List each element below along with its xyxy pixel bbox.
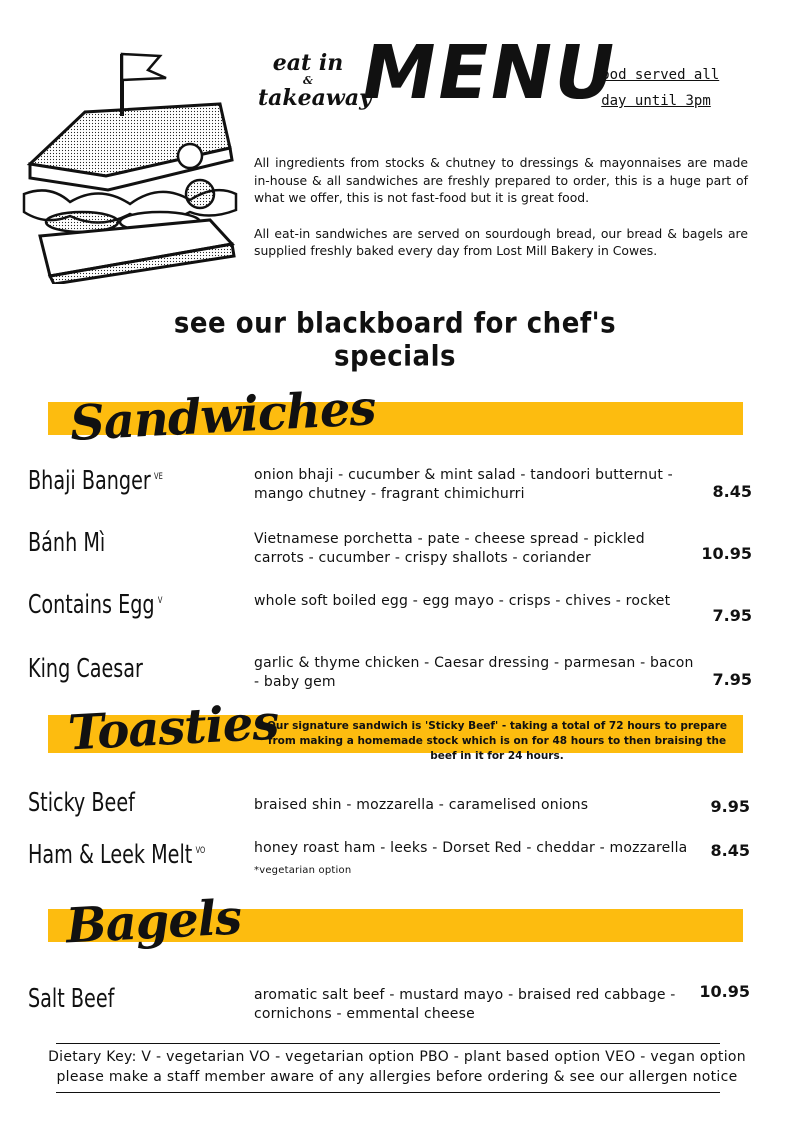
menu-item-description: Vietnamese porchetta - pate - cheese spread - pickled carrots - cucumber - crispy shallots - coriander	[254, 531, 645, 566]
signature-note: Our signature sandwich is 'Sticky Beef' - taking a total of 72 hours to prepare from making a homemade stock which is on for 48 hours to then braising the beef in it for 24 hours.	[266, 720, 728, 762]
menu-item-description: onion bhaji - cucumber & mint salad - tandoori butternut - mango chutney - fragrant chimichurri	[254, 467, 673, 502]
toasties-title: Toasties	[66, 694, 280, 762]
dietary-tag: VO	[195, 846, 206, 857]
bagels-title: Bagels	[64, 889, 243, 955]
intro-text	[254, 154, 748, 278]
takeaway-text: takeaway	[258, 85, 372, 111]
allergy-notice: please make a staff member aware of any allergies before ordering & see our allergen notice	[56, 1069, 738, 1085]
menu-item-price: 10.95	[699, 982, 750, 1001]
menu-item-description: whole soft boiled egg - egg mayo - crisps - chives - rocket	[254, 593, 671, 609]
dietary-key: Dietary Key: V - vegetarian VO - vegetarian option PBO - plant based option VEO - vegan option	[48, 1049, 746, 1065]
menu-item-name	[28, 528, 105, 558]
menu-item-name	[28, 654, 143, 684]
menu-item-description: aromatic salt beef - mustard mayo - braised red cabbage - cornichons - emmental cheese	[254, 987, 676, 1022]
menu-item-name	[28, 466, 163, 496]
item-name-text: Bhaji Banger	[28, 466, 151, 496]
intro-paragraph-2: All eat-in sandwiches are served on sourdough bread, our bread & bagels are supplied freshly baked every day from Lost Mill Bakery in Cowes.	[254, 225, 748, 258]
menu-item-price: 7.95	[712, 606, 752, 625]
footer-divider-bottom	[56, 1092, 720, 1093]
menu-item-price: 8.45	[710, 841, 750, 860]
sandwiches-title: Sandwiches	[68, 380, 377, 452]
page-title: MENU	[354, 30, 624, 116]
menu-item-name	[28, 590, 162, 620]
menu-item-price: 7.95	[712, 670, 752, 689]
vegetarian-option-note: *vegetarian option	[254, 865, 352, 876]
specials-note: see our blackboard for chef's specials	[173, 307, 617, 373]
eat-in-text: eat in	[272, 50, 344, 76]
menu-item-price: 8.45	[712, 482, 752, 501]
footer-divider-top	[56, 1043, 720, 1044]
menu-item-price: 10.95	[701, 544, 752, 563]
menu-item-name	[28, 840, 205, 870]
menu-item-name	[28, 984, 114, 1014]
item-name-text: Salt Beef	[28, 984, 115, 1014]
item-name-text: Bánh Mì	[28, 528, 106, 558]
item-name-text: Contains Egg	[28, 590, 155, 620]
menu-item-name	[28, 788, 135, 818]
eat-in-takeaway-label	[258, 50, 372, 111]
dietary-tag: V	[157, 596, 163, 607]
intro-paragraph-1: All ingredients from stocks & chutney to dressings & mayonnaises are made in-house & all sandwiches are freshly prepared to order, this is a huge part of what we offer, this is not fast-food but it is great food.	[254, 155, 748, 205]
service-hours	[588, 62, 724, 114]
dietary-tag: VE	[154, 472, 163, 483]
item-description-text: honey roast ham - leeks - Dorset Red - cheddar - mozzarella	[254, 840, 688, 856]
menu-item-description	[254, 839, 694, 880]
menu-item-price: 9.95	[710, 797, 750, 816]
service-hours-line2: day until 3pm	[601, 93, 711, 109]
item-name-text: Ham & Leek Melt	[28, 840, 193, 870]
sandwich-illustration	[10, 44, 248, 284]
service-hours-line1: Food served all	[592, 67, 720, 83]
menu-item-description: braised shin - mozzarella - caramelised onions	[254, 797, 589, 813]
item-name-text: Sticky Beef	[28, 788, 135, 818]
item-name-text: King Caesar	[28, 654, 143, 684]
menu-item-description: garlic & thyme chicken - Caesar dressing - parmesan - bacon - baby gem	[254, 655, 694, 690]
ampersand-text: &	[303, 74, 313, 87]
